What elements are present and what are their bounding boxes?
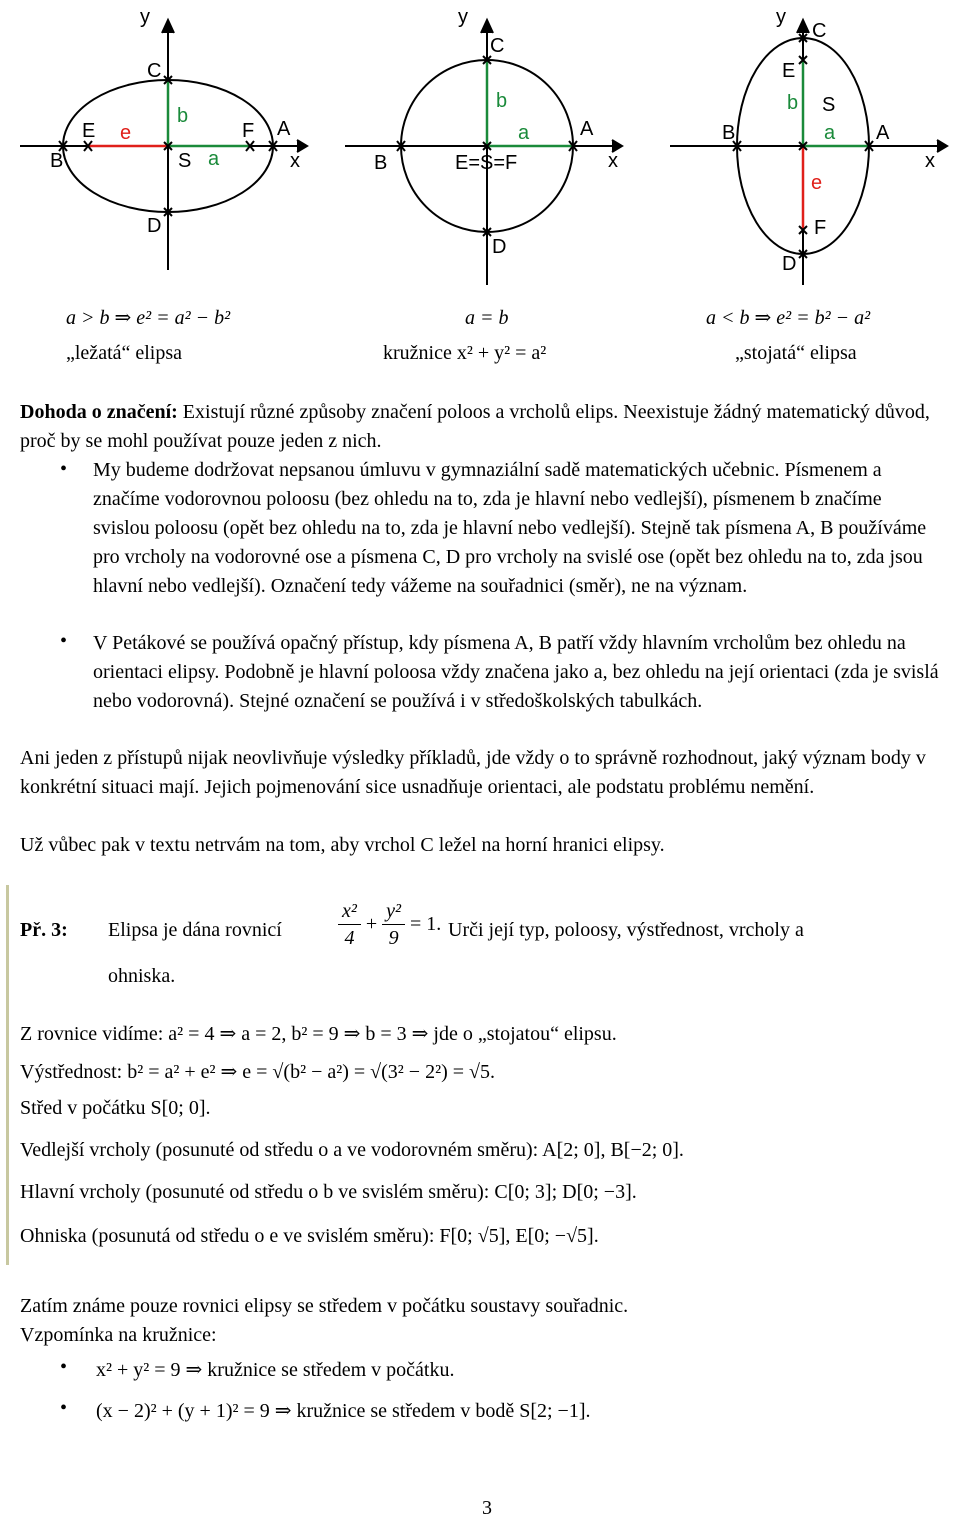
example-label: Př. 3: — [20, 919, 68, 941]
bullet-text-1: My budeme dodržovat nepsanou úmluvu v gymnaziální sadě matematických učebnic. Písmenem a značíme vodorovnou poloosu (bez ohledu na to, zda je hlavní nebo vedlejší), písmenem b značíme svislou poloosu (opět bez ohledu na to, zda je hlavní nebo vedlejší). Stejně tak písmena A, B používáme pro vrcholy na vodorovné ose a písmena C, D pro vrcholy na svislé ose (opět bez ohledu na to, zda jsou hlavní nebo vedlejší). Označení tedy vážeme na souřadnici (směr), ne na význam. — [93, 459, 927, 597]
d2-label-center: E=S=F — [455, 152, 518, 174]
bullet-text-2: V Petákové se používá opačný přístup, kdy písmena A, B patří vždy hlavním vrcholům bez ohledu na orientaci elipsy. Podobně je hlavní poloosa vždy značena jako a, bez ohledu na její orientaci (zda je svislá nebo vodorovná). Stejné označení se používá i v středoškolských tabulkách. — [93, 632, 939, 712]
intro-text: Existují různé způsoby značení poloos a vrcholů elips. Neexistuje žádný matematický důvod, proč by se mohl používat pouze jeden z nich. — [20, 401, 930, 452]
solution-line-2: Výstřednost: b² = a² + e² ⇒ e = √(b² − a²) = √(3² − 2²) = √5. — [20, 1061, 495, 1083]
d3-label-C: C — [812, 20, 827, 42]
d3-label-a: a — [824, 122, 836, 144]
intro-paragraph — [20, 398, 945, 456]
d3-label-b: b — [787, 92, 799, 114]
d3-label-x: x — [925, 150, 935, 172]
d1-label-y: y — [140, 6, 150, 28]
d3-label-y: y — [776, 6, 786, 28]
d1-label-C: C — [147, 60, 162, 82]
outro-line-1: Zatím známe pouze rovnici elipsy se středem v počátku soustavy souřadnic. — [20, 1295, 629, 1317]
d2-relation: a = b — [465, 307, 509, 329]
solution-line-3: Střed v počátku S[0; 0]. — [20, 1097, 211, 1119]
d2-caption: kružnice x² + y² = a² — [383, 342, 547, 364]
d3-label-e: e — [811, 172, 823, 194]
example-lead: Elipsa je dána rovnicí — [108, 919, 282, 941]
d2-label-A: A — [580, 118, 594, 140]
example-task-continued: ohniska. — [108, 965, 176, 987]
d1-label-B: B — [50, 150, 64, 172]
eq-den-2: 9 — [388, 927, 399, 949]
d3-label-D: D — [782, 253, 797, 275]
solution-line-5: Hlavní vrcholy (posunuté od středu o b ve svislém směru): C[0; 3]; D[0; −3]. — [20, 1181, 637, 1203]
solution-line-1: Z rovnice vidíme: a² = 4 ⇒ a = 2, b² = 9 ⇒ b = 3 ⇒ jde o „stojatou“ elipsu. — [20, 1023, 617, 1045]
d1-label-E: E — [82, 120, 96, 142]
intro-heading: Dohoda o značení: — [20, 401, 178, 423]
outro-bullet-dot-1: • — [60, 1356, 68, 1378]
d1-label-D: D — [147, 215, 162, 237]
d1-relation: a > b ⇒ e² = a² − b² — [66, 307, 231, 329]
d3-label-B: B — [722, 122, 736, 144]
d2-label-a: a — [518, 122, 530, 144]
d1-caption: „ležatá“ elipsa — [66, 342, 183, 364]
example-equation: $\frac{\text{x²}}{4}$ + $\frac{\text{y²}}{9}$ = 1. — [338, 898, 441, 951]
d2-label-C: C — [490, 35, 505, 57]
d3-label-F: F — [814, 217, 827, 239]
d1-label-x: x — [290, 150, 300, 172]
d1-label-S: S — [178, 150, 192, 172]
outro-bullet-1: x² + y² = 9 ⇒ kružnice se středem v počátku. — [96, 1359, 455, 1381]
d1-label-F: F — [242, 120, 255, 142]
eq-num-2: y² — [382, 898, 405, 925]
d2-label-B: B — [374, 152, 388, 174]
outro-line-2: Vzpomínka na kružnice: — [20, 1324, 217, 1346]
bullet-dot-2: • — [60, 630, 68, 652]
eq-den-1: 4 — [344, 927, 355, 949]
bullet-dot-1: • — [60, 458, 68, 480]
eq-num-1: x² — [338, 898, 361, 925]
d1-label-a: a — [208, 148, 220, 170]
solution-line-6: Ohniska (posunutá od středu o e ve svislém směru): F[0; √5], E[0; −√5]. — [20, 1225, 599, 1247]
d3-relation: a < b ⇒ e² = b² − a² — [706, 307, 871, 329]
outro-bullet-2: (x − 2)² + (y + 1)² = 9 ⇒ kružnice se středem v bodě S[2; −1]. — [96, 1400, 591, 1422]
example-sidebar-bar — [6, 885, 9, 1265]
d2-label-b: b — [496, 90, 508, 112]
diagrams-figure — [0, 0, 960, 300]
example-task: Urči její typ, poloosy, výstřednost, vrcholy a — [448, 919, 804, 941]
d1-label-e: e — [120, 122, 132, 144]
d1-label-b: b — [177, 105, 189, 127]
outro-bullet-dot-2: • — [60, 1397, 68, 1419]
d3-caption: „stojatá“ elipsa — [735, 342, 857, 364]
d2-label-D: D — [492, 236, 507, 258]
paragraph-approaches: Ani jeden z přístupů nijak neovlivňuje výsledky příkladů, jde vždy o to správně rozhodnout, jaký význam body v konkrétní situaci mají. Jejich pojmenování sice usnadňuje orientaci, ale podstatu problému nemění. — [20, 747, 926, 798]
d3-label-E: E — [782, 60, 796, 82]
page-number: 3 — [482, 1497, 492, 1519]
d1-label-A: A — [277, 118, 291, 140]
solution-line-4: Vedlejší vrcholy (posunuté od středu o a ve vodorovném směru): A[2; 0], B[−2; 0]. — [20, 1139, 684, 1161]
d3-label-A: A — [876, 122, 890, 144]
d2-label-x: x — [608, 150, 618, 172]
d3-label-S: S — [822, 94, 836, 116]
paragraph-vertex-c: Už vůbec pak v textu netrvám na tom, aby vrchol C ležel na horní hranici elipsy. — [20, 834, 665, 856]
d2-label-y: y — [458, 6, 468, 28]
